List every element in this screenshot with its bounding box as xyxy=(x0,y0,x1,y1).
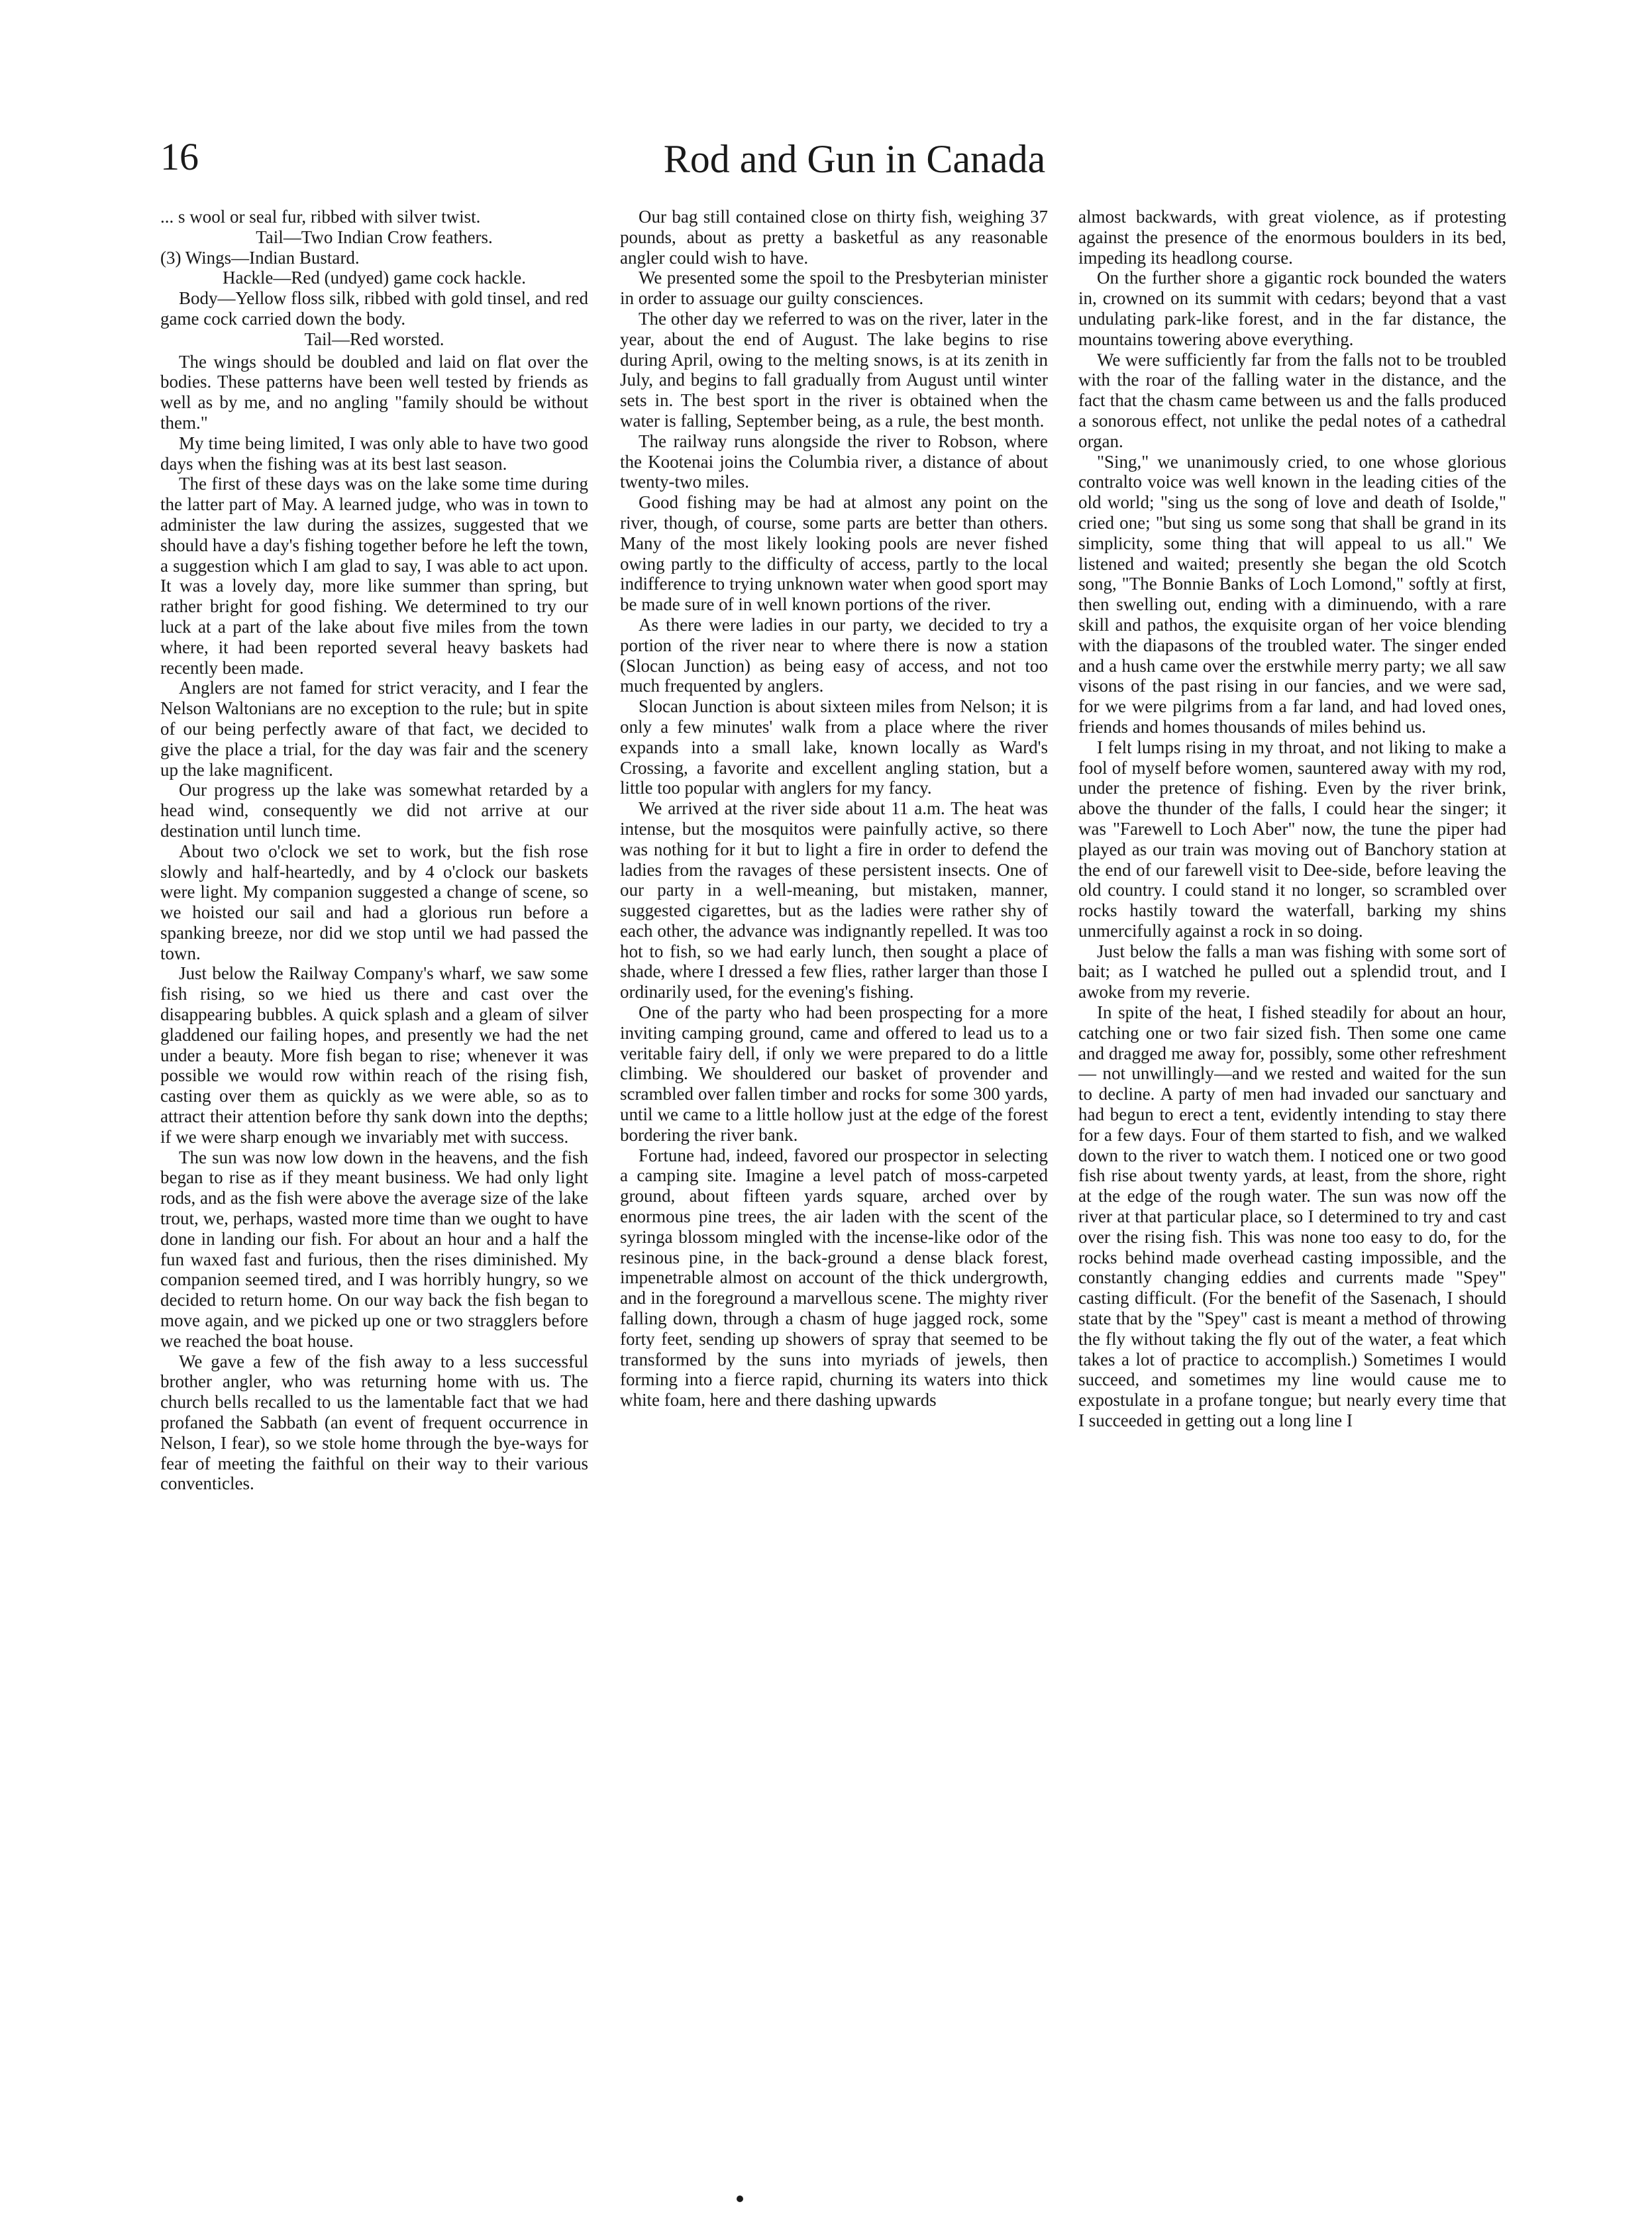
paragraph: Tail—Red worsted. xyxy=(304,329,444,349)
paragraph: (3) Wings—Indian Bustard. xyxy=(160,247,360,268)
paragraph: ... s wool or seal fur, ribbed with silver twist. xyxy=(160,207,481,227)
paragraph: Fortune had, indeed, favored our prospector in selecting a camping site. Imagine a level patch of moss-carpeted ground, about fifteen yards square, arched over by enormous pine trees, the air laden with the scent of the syringa blossom mingled with the incense-like odor of the resinous pine, in the back-ground a dense black forest, impenetrable almost on account of the thick undergrowth, and in the foreground a marvellous scene. The mighty river falling down, through a chasm of huge jagged rock, some forty feet, sending up showers of spray that seemed to be transformed by the suns into myriads of jewels, then forming into a fierce rapid, churning its waters into thick white foam, here and there dashing upwards xyxy=(620,1145,1048,1410)
paragraph: almost backwards, with great violence, as if protesting against the presence of the enormous boulders in its bed, impeding its headlong course. xyxy=(1078,207,1506,268)
paragraph: One of the party who had been prospecting for a more inviting camping ground, came and offered to lead us to a veritable fairy dell, if only we were prepared to do a little climbing. We shouldered our basket of provender and scrambled over fallen timber and rocks for some 300 yards, until we came to a little hollow just at the edge of the forest bordering the river bank. xyxy=(620,1002,1048,1145)
paragraph: Slocan Junction is about sixteen miles from Nelson; it is only a few minutes' walk from a place where the river expands into a small lake, known locally as Ward's Crossing, a favorite and excellent angling station, but a little too popular with anglers for my fancy. xyxy=(620,696,1048,798)
paragraph: The other day we referred to was on the river, later in the year, about the end of August. The lake begins to rise during April, owing to the melting snows, is at its zenith in July, and begins to fall gradually from August until winter sets in. The best sport in the river is obtained when the water is falling, September being, as a rule, the best month. xyxy=(620,308,1048,431)
paragraph: Our progress up the lake was somewhat retarded by a head wind, consequently we did not arrive at our destination until lunch time. xyxy=(160,780,588,841)
paragraph: Good fishing may be had at almost any point on the river, though, of course, some parts are better than others. Many of the most likely looking pools are never fished owing partly to the difficulty of access, partly to the local indifference to trying unknown water when good sport may be made sure of in well known portions of the river. xyxy=(620,492,1048,615)
paragraph: Body—Yellow floss silk, ribbed with gold tinsel, and red game cock carried down the body. xyxy=(160,288,588,329)
paragraph: Just below the Railway Company's wharf, we saw some fish rising, so we hied us there and cast over the disappearing bubbles. A quick splash and a gleam of silver gladdened our failing hopes, and presently we had the net under a beauty. More fish began to rise; whenever it was possible we would row within reach of the rising fish, casting over them as quickly as we were able, so as to attract their attention before thy sank down into the depths; if we were sharp enough we invariably met with success. xyxy=(160,963,588,1147)
paragraph: We gave a few of the fish away to a less successful brother angler, who was returning home with us. The church bells recalled to us the lamentable fact that we had profaned the Sabbath (an event of frequent occurrence in Nelson, I fear), so we stole home through the bye-ways for fear of meeting the faithful on their way to their various conventicles. xyxy=(160,1351,588,1494)
paragraph: Anglers are not famed for strict veracity, and I fear the Nelson Waltonians are no exception to the rule; but in spite of our being perfectly aware of that fact, we decided to give the place a trial, for the day was fair and the scenery up the lake magnificent. xyxy=(160,678,588,780)
paragraph: We were sufficiently far from the falls not to be troubled with the roar of the falling water in the distance, and the fact that the chasm came between us and the falls produced a sonorous effect, not unlike the pedal notes of a cathedral organ. xyxy=(1078,349,1506,451)
paragraph: My time being limited, I was only able to have two good days when the fishing was at its best last season. xyxy=(160,433,588,474)
text-column-left xyxy=(160,207,588,2141)
running-head-title: Rod and Gun in Canada xyxy=(663,137,1046,181)
paragraph: We arrived at the river side about 11 a.m. The heat was intense, but the mosquitos were painfully active, so there was nothing for it but to light a fire in order to defend the ladies from the ravages of these persistent insects. One of our party in a well-meaning, but mistaken, manner, suggested cigarettes, but as the ladies were rather shy of each other, the advance was indignantly repelled. It was too hot to fish, so we had early lunch, then sought a place of shade, where I dressed a few flies, rather larger than those I ordinarily used, for the evening's fishing. xyxy=(620,798,1048,1002)
paragraph: The wings should be doubled and laid on flat over the bodies. These patterns have been well tested by friends as well as by me, and no angling "family should be without them." xyxy=(160,351,588,433)
paragraph: We presented some the spoil to the Presbyterian minister in order to assuage our guilty consciences. xyxy=(620,268,1048,309)
paragraph: On the further shore a gigantic rock bounded the waters in, crowned on its summit with cedars; beyond that a vast undulating park-like forest, and in the far distance, the mountains towering above everything. xyxy=(1078,268,1506,349)
paragraph: Our bag still contained close on thirty fish, weighing 37 pounds, about as pretty a basketful as any reasonable angler could wish to have. xyxy=(620,207,1048,268)
paragraph: The first of these days was on the lake some time during the latter part of May. A learned judge, who was in town to administer the law during the assizes, suggested that we should have a day's fishing together before he left the town, a suggestion which I am glad to say, I was able to act upon. It was a lovely day, more like summer than spring, but rather bright for good fishing. We determined to try our luck at a part of the lake about five miles from the town where, it had been reported several heavy baskets had recently been made. xyxy=(160,474,588,678)
footer-dot-mark xyxy=(737,2196,743,2202)
paragraph: In spite of the heat, I fished steadily for about an hour, catching one or two fair sized fish. Then some one came and dragged me away for, possibly, some other refreshment — not unwillingly—and we rested and waited for the sun to decline. A party of men had invaded our sanctuary and had begun to erect a tent, evidently intending to stay there for a few days. Four of them started to fish, and we walked down to the river to watch them. I noticed one or two good fish rise about twenty yards, at least, from the shore, right at the edge of the rough water. The sun was now off the river at that particular place, so I determined to try and cast over the rising fish. This was none too easy to do, for the rocks behind made overhead casting impossible, and the constantly changing eddies and currents made "Spey" casting difficult. (For the benefit of the Sasenach, I should state that by the "Spey" cast is meant a method of throwing the fly without taking the fly out of the water, a feat which takes a lot of practice to accomplish.) Sometimes I would succeed, and sometimes my line would cause me to expostulate in a profane tongue; but nearly every time that I succeeded in getting out a long line I xyxy=(1078,1002,1506,1431)
paragraph: The sun was now low down in the heavens, and the fish began to rise as if they meant business. We had only light rods, and as the fish were above the average size of the lake trout, we, perhaps, wasted more time than we ought to have done in landing our fish. For about an hour and a half the fun waxed fast and furious, then the rises diminished. My companion seemed tired, and I was horribly hungry, so we decided to return home. On our way back the fish began to move again, and we picked up one or two stragglers before we reached the boat house. xyxy=(160,1147,588,1351)
paragraph: As there were ladies in our party, we decided to try a portion of the river near to where there is now a station (Slocan Junction) as being easy of access, and not too much frequented by anglers. xyxy=(620,614,1048,696)
paragraph: Tail—Two Indian Crow feathers. xyxy=(256,227,493,247)
paragraph: Just below the falls a man was fishing with some sort of bait; as I watched he pulled out a splendid trout, and I awoke from my reverie. xyxy=(1078,941,1506,1002)
paragraph: The railway runs alongside the river to Robson, where the Kootenai joins the Columbia river, a distance of about twenty-two miles. xyxy=(620,431,1048,492)
paragraph: I felt lumps rising in my throat, and not liking to make a fool of myself before women, sauntered away with my rod, under the pretence of fishing. Even by the river brink, above the thunder of the falls, I could hear the singer; it was "Farewell to Loch Aber" now, the tune the piper had played as our train was moving out of Banchory station at the end of our farewell visit to Dee-side, before leaving the old country. I could stand it no longer, so scrambled over rocks hastily toward the waterfall, barking my shins unmercifully against a rock in so doing. xyxy=(1078,737,1506,941)
page-number: 16 xyxy=(160,135,199,178)
text-column-right xyxy=(1078,207,1506,2141)
paragraph: Hackle—Red (undyed) game cock hackle. xyxy=(222,268,527,288)
text-column-middle xyxy=(620,207,1048,2141)
paragraph: "Sing," we unanimously cried, to one whose glorious contralto voice was well known in the leading cities of the old world; "sing us the song of love and death of Isolde," cried one; "but sing us some song that shall be grand in its simplicity, some thing that will appeal to us all." We listened and waited; presently she began the old Scotch song, "The Bonnie Banks of Loch Lomond," softly at first, then swelling out, ending with a diminuendo, with a rare skill and pathos, the exquisite organ of her voice blending with the diapasons of the troubled water. The singer ended and a hush came over the erstwhile merry party; we all saw visons of the past rising in our fancies, and we were sad, for we were pilgrims from a far land, and had loved ones, friends and homes thousands of miles behind us. xyxy=(1078,451,1506,737)
paragraph: About two o'clock we set to work, but the fish rose slowly and half-heartedly, and by 4 o'clock our baskets were light. My companion suggested a change of scene, so we hoisted our sail and had a glorious run before a spanking breeze, nor did we stop until we had passed the town. xyxy=(160,841,588,963)
